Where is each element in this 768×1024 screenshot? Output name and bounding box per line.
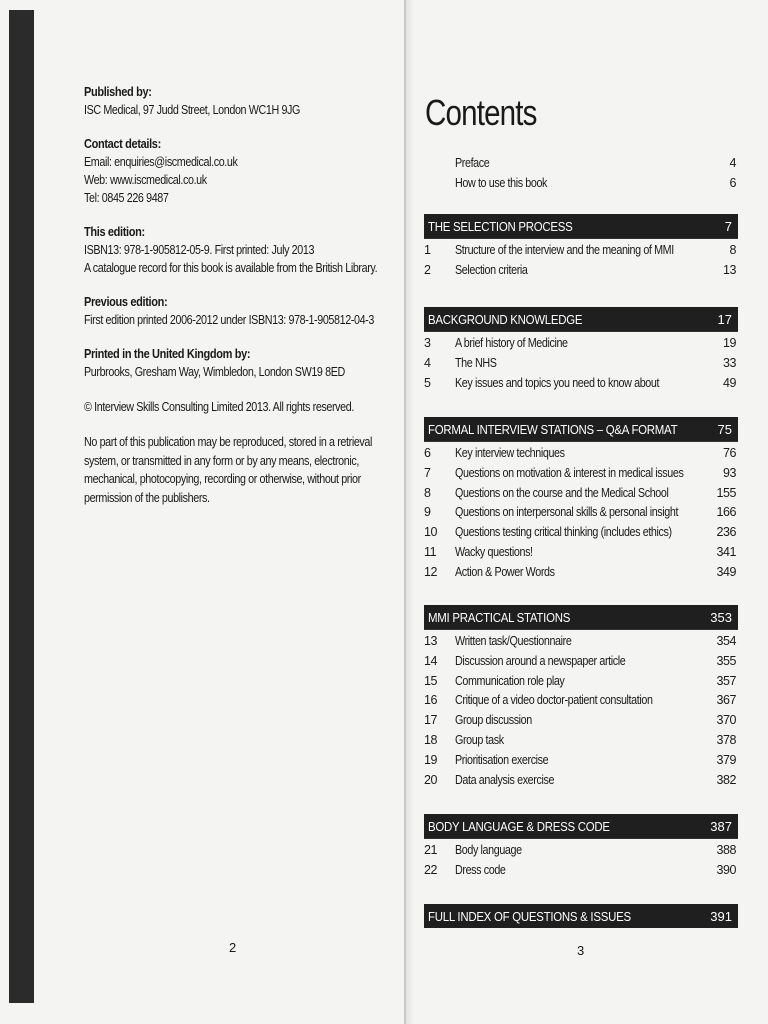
chapter-number: 8 [424,485,431,500]
toc-entry [424,356,738,374]
entry-page-number: 354 [716,634,736,648]
chapter-number: 15 [424,673,438,688]
entry-page-number: 93 [722,465,736,480]
chapter-number: 14 [424,653,438,668]
section-rule [424,838,738,839]
printer-block [84,346,394,381]
chapter-number: 21 [424,843,438,857]
entry-title: Selection criteria [455,262,528,277]
entry-title: Critique of a video doctor-patient consultation [455,693,653,708]
chapter-number: 1 [424,243,431,257]
entry-page-number: 341 [716,545,736,559]
toc-entry [424,713,738,731]
toc-entry [424,565,738,583]
section-title: FORMAL INTERVIEW STATIONS – Q&A FORMAT [428,422,678,437]
contents-title: Contents [425,92,537,133]
section-rule [424,331,738,332]
toc-entry [424,634,738,652]
entry-title: Dress code [455,862,506,877]
toc-entry [424,545,738,563]
entry-page-number: 349 [716,564,736,579]
edition-block [84,224,394,277]
entry-title: Questions on motivation & interest in medical issues [455,465,684,480]
chapter-number: 12 [424,564,438,579]
entry-title: Structure of the interview and the meaning of MMI [455,243,674,257]
section-page-number: 7 [724,219,732,234]
entry-page-number: 19 [722,336,736,350]
entry-title: Body language [455,843,522,857]
entry-page-number: 382 [716,772,736,787]
entry-page-number: 49 [722,375,736,390]
toc-entry [424,336,738,354]
entry-title: Group task [455,733,504,747]
entry-page-number: 388 [716,843,736,857]
section-header [424,605,738,629]
entry-title: Prioritisation exercise [455,752,549,767]
toc-entry [424,376,738,394]
right-page-number: 3 [577,943,585,958]
toc-entry [424,863,738,881]
section-title: BACKGROUND KNOWLEDGE [428,312,583,327]
chapter-number: 7 [424,465,431,480]
entry-title: Key issues and topics you need to know about [455,375,660,390]
toc-entry [424,525,738,543]
previous-edition-label: Previous edition: [84,295,168,309]
contact-label: Contact details: [84,137,161,151]
imprint-page [84,84,394,507]
chapter-number: 2 [424,262,431,277]
intro-entry [424,176,738,194]
copyright-line: © Interview Skills Consulting Limited 2013. All rights reserved. [84,400,354,414]
section-title: THE SELECTION PROCESS [428,219,573,234]
chapter-number: 5 [424,375,431,390]
toc-entry [424,263,738,281]
section-page-number: 391 [710,909,732,924]
entry-page-number: 355 [716,653,736,668]
entry-page-number: 370 [716,713,736,728]
entry-page-number: 6 [729,176,736,190]
entry-page-number: 4 [729,156,736,170]
previous-edition-value: First edition printed 2006-2012 under ISBN13: 978-1-905812-04-3 [84,313,374,327]
entry-title: Action & Power Words [455,564,555,579]
printer-address: Purbrooks, Gresham Way, Wimbledon, London SW19 8ED [84,365,345,379]
section-header [424,904,738,928]
toc-entry [424,733,738,751]
entry-page-number: 8 [729,243,736,257]
chapter-number: 3 [424,336,431,350]
edition-label: This edition: [84,225,145,239]
entry-page-number: 166 [716,505,736,520]
entry-title: Questions on the course and the Medical School [455,485,669,500]
toc-entry [424,674,738,692]
entry-page-number: 379 [716,752,736,767]
entry-title: Questions testing critical thinking (includes ethics) [455,525,672,540]
chapter-number: 18 [424,733,438,747]
entry-page-number: 390 [716,862,736,877]
entry-page-number: 33 [722,355,736,370]
chapter-number: 22 [424,862,438,877]
entry-title: Data analysis exercise [455,772,555,787]
publisher-block [84,84,394,119]
toc-entry [424,773,738,791]
publisher-label: Published by: [84,85,152,99]
section-rule [424,629,738,630]
entry-title: How to use this book [455,176,548,190]
toc-entry [424,466,738,484]
toc-entry [424,843,738,861]
left-page-number: 2 [229,940,237,955]
entry-title: Written task/Questionnaire [455,634,572,648]
chapter-number: 4 [424,355,431,370]
chapter-number: 20 [424,772,438,787]
toc-entry [424,654,738,672]
contact-email: Email: enquiries@iscmedical.co.uk [84,155,238,169]
chapter-number: 6 [424,446,431,460]
chapter-number: 16 [424,693,438,708]
entry-title: Group discussion [455,713,532,728]
entry-page-number: 13 [722,262,736,277]
edition-isbn: ISBN13: 978-1-905812-05-9. First printed: July 2013 [84,243,315,257]
publisher-address: ISC Medical, 97 Judd Street, London WC1H 9JG [84,103,301,117]
contact-block [84,136,394,207]
section-title: BODY LANGUAGE & DRESS CODE [428,819,610,834]
entry-title: Wacky questions! [455,545,533,559]
entry-title: Key interview techniques [455,446,565,460]
entry-title: The NHS [455,355,497,370]
entry-title: Communication role play [455,673,565,688]
copyright-block [84,398,394,416]
gutter-shadow [406,0,414,1024]
section-rule [424,238,738,239]
entry-page-number: 367 [716,693,736,708]
entry-title: Questions on interpersonal skills & personal insight [455,505,679,520]
section-page-number: 17 [717,312,732,327]
toc-entry [424,243,738,261]
entry-page-number: 76 [722,446,736,460]
edition-catalogue: A catalogue record for this book is available from the British Library. [84,261,378,275]
section-header [424,214,738,238]
section-header [424,307,738,331]
toc-entry [424,753,738,771]
intro-entry [424,156,738,174]
entry-page-number: 155 [716,485,736,500]
entry-page-number: 236 [716,525,736,540]
entry-title: Preface [455,156,490,170]
section-page-number: 75 [717,422,732,437]
section-header [424,417,738,441]
previous-edition-block [84,294,394,329]
entry-title: A brief history of Medicine [455,336,568,350]
entry-title: Discussion around a newspaper article [455,653,626,668]
section-page-number: 353 [710,610,732,625]
section-title: MMI PRACTICAL STATIONS [428,610,571,625]
section-rule [424,441,738,442]
printer-label: Printed in the United Kingdom by: [84,347,251,361]
chapter-number: 11 [424,545,437,559]
contact-web: Web: www.iscmedical.co.uk [84,173,207,187]
chapter-number: 17 [424,713,438,728]
section-page-number: 387 [710,819,732,834]
toc-entry [424,505,738,523]
toc-entry [424,446,738,464]
entry-page-number: 378 [716,733,736,747]
section-title: FULL INDEX OF QUESTIONS & ISSUES [428,909,631,924]
chapter-number: 13 [424,634,438,648]
chapter-number: 10 [424,525,438,540]
toc-entry [424,486,738,504]
rights-notice: No part of this publication may be reproduced, stored in a retrieval system, or transmitted in any form or by any means, electronic, mechanical, photocopying, recording or otherwise, without prior permission of the publishers. [84,435,372,505]
book-spine [9,10,34,1003]
entry-page-number: 357 [716,673,736,688]
toc-entry [424,693,738,711]
contact-tel: Tel: 0845 226 9487 [84,191,169,205]
chapter-number: 9 [424,505,431,520]
chapter-number: 19 [424,752,438,767]
section-header [424,814,738,838]
